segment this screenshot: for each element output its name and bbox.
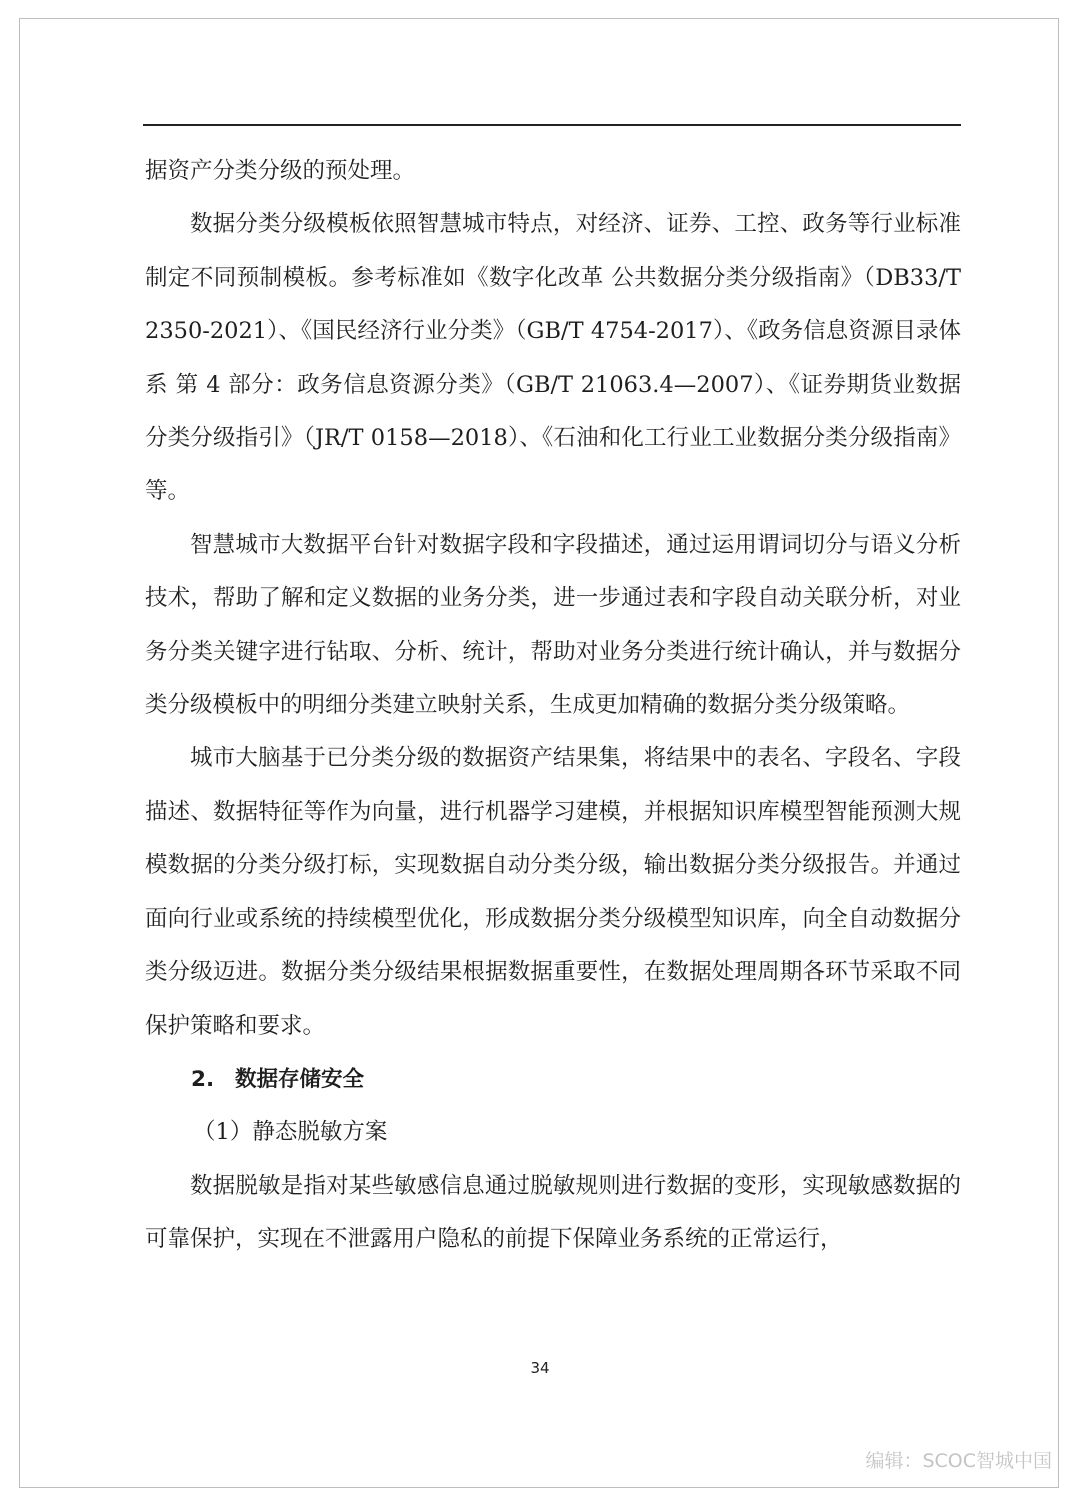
section-title: 数据存储安全 [235, 1066, 365, 1092]
watermark: 编辑：SCOC智城中国 [865, 1450, 1052, 1472]
page-content [145, 145, 961, 1267]
paragraph-templates: 数据分类分级模板依照智慧城市特点，对经济、证券、工控、政务等行业标准制定不同预制模板。参考标准如《数字化改革 公共数据分类分级指南》（DB33/T 2350-2021）、《国民经济行业分类》（GB/T 4754-2017）、《政务信息资源目录体系 第 4 部分：政务信息资源分类》（GB/T 21063.4—2007）、《证券期货业数据分类分级指引》（JR/T 0158—2018）、《石油和化工行业工业数据分类分级指南》等。 [145, 211, 961, 505]
paragraph-city-brain: 城市大脑基于已分类分级的数据资产结果集，将结果中的表名、字段名、字段描述、数据特征等作为向量，进行机器学习建模，并根据知识库模型智能预测大规模数据的分类分级打标，实现数据自动分类分级，输出数据分类分级报告。并通过面向行业或系统的持续模型优化，形成数据分类分级模型知识库，向全自动数据分类分级迈进。数据分类分级结果根据数据重要性，在数据处理周期各环节采取不同保护策略和要求。 [145, 745, 961, 1039]
paragraph-masking: 数据脱敏是指对某些敏感信息通过脱敏规则进行数据的变形，实现敏感数据的可靠保护，实现在不泄露用户隐私的前提下保障业务系统的正常运行， [145, 1172, 961, 1253]
page-number: 34 [530, 1359, 550, 1377]
header-rule [143, 124, 961, 126]
paragraph-platform: 智慧城市大数据平台针对数据字段和字段描述，通过运用谓词切分与语义分析技术，帮助了解和定义数据的业务分类，进一步通过表和字段自动关联分析，对业务分类关键字进行钻取、分析、统计，帮助对业务分类进行统计确认，并与数据分类分级模板中的明细分类建立映射关系，生成更加精确的数据分类分级策略。 [145, 531, 961, 719]
section-heading [145, 1053, 961, 1106]
paragraph-continuation: 据资产分类分级的预处理。 [145, 158, 416, 184]
subsection-heading: （1）静态脱敏方案 [193, 1119, 388, 1146]
section-number: 2. [191, 1066, 215, 1092]
